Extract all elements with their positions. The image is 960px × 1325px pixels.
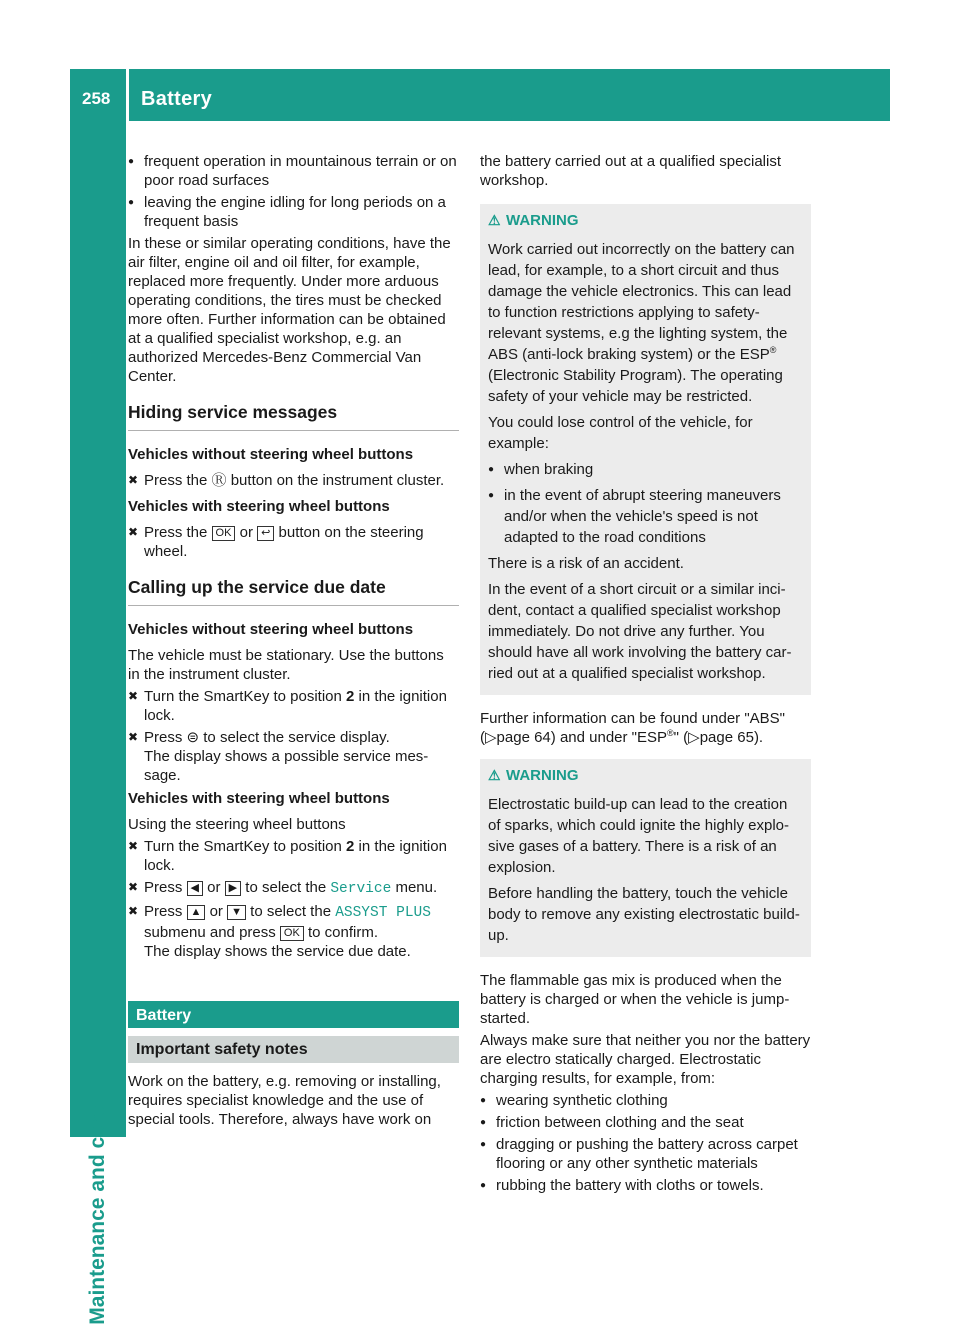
page-ref-link[interactable]: page 64	[496, 729, 551, 746]
list-item: ● frequent operation in mountainous terrain or on poor road surfaces	[128, 152, 459, 190]
paragraph: Electrostatic build-up can lead to the creation of sparks, which could ignite the highly explosive gases of a battery. There is a risk of an explosion.	[488, 796, 790, 876]
paragraph: Work on the battery, e.g. removing or installing, requires specialist knowledge and the use of special tools. Therefore, always have work on	[128, 1073, 441, 1128]
page-ref-arrow-icon: ▷	[485, 729, 497, 746]
section-heading-hiding: Hiding service messages	[128, 403, 459, 431]
side-tab-bar	[70, 121, 126, 1137]
warning-box	[480, 204, 811, 695]
left-column	[128, 152, 459, 1132]
step-item: ✖ Turn the SmartKey to position 2 in the ignition lock.	[128, 837, 459, 875]
paragraph: Further information can be found under "ABS" (▷page 64) and under "ESP®" (▷page 65).	[480, 710, 785, 746]
warning-title: ⚠ WARNING	[488, 767, 579, 784]
warning-title: ⚠ WARNING	[488, 212, 579, 229]
step-item: ✖ Turn the SmartKey to position 2 in the ignition lock.	[128, 687, 459, 725]
r-button-icon: Ⓡ	[211, 472, 227, 489]
warning-triangle-icon: ⚠	[488, 767, 501, 783]
back-key-icon: ↩	[257, 526, 274, 541]
paragraph: You could lose control of the vehicle, for example:	[488, 414, 753, 452]
subheading: Vehicles with steering wheel buttons	[128, 498, 390, 515]
ok-key-icon: OK	[212, 526, 236, 541]
paragraph: The flammable gas mix is produced when the battery is charged or when the vehicle is jump-started.	[480, 972, 790, 1027]
right-column	[480, 152, 811, 1198]
paragraph: The vehicle must be stationary. Use the buttons in the instrument cluster.	[128, 647, 444, 683]
subheading: Vehicles without steering wheel buttons	[128, 446, 414, 463]
paragraph: Before handling the battery, touch the vehicle body to remove any existing electrostatic build-up.	[488, 885, 800, 944]
warning-box	[480, 759, 811, 957]
right-key-icon: ▶	[225, 881, 241, 896]
header-divider	[126, 69, 129, 121]
paragraph: Always make sure that neither you nor the battery are electro statically charged. Electrostatic charging results, for example, from:	[480, 1032, 811, 1087]
list-item: ● in the event of abrupt steering maneuvers and/or when the vehicle's speed is not adapted to the road conditions	[488, 485, 803, 548]
paragraph: In the event of a short circuit or a similar incident, contact a qualified specialist workshop immediately. Do not drive any further. You should have all work involving the battery carried out at a qualified specialist workshop.	[488, 581, 792, 682]
page-ref-arrow-icon: ▷	[688, 729, 700, 746]
paragraph: the battery carried out at a qualified specialist workshop.	[480, 153, 782, 189]
menu-name: ASSYST PLUS	[335, 905, 431, 921]
side-tab-label	[70, 1105, 126, 1325]
list-item: ● dragging or pushing the battery across carpet flooring or any other synthetic materials	[480, 1135, 811, 1173]
warning-triangle-icon: ⚠	[488, 212, 501, 228]
subheading: Vehicles with steering wheel buttons	[128, 790, 390, 807]
step-item: ✖ Press ⊜ to select the service display. The display shows a possible service message.	[128, 728, 459, 785]
up-key-icon: ▲	[187, 905, 206, 920]
page-header	[70, 69, 890, 121]
page-ref-link[interactable]: page 65	[699, 729, 754, 746]
down-key-icon: ▼	[227, 905, 246, 920]
page-title: Battery	[141, 88, 213, 110]
paragraph: Using the steering wheel buttons	[128, 816, 346, 833]
step-item: ✖ Press the OK or ↩ button on the steering wheel.	[128, 523, 459, 561]
left-key-icon: ◀	[187, 881, 203, 896]
section-bar-battery: Battery	[128, 1001, 459, 1028]
paragraph: There is a risk of an accident.	[488, 555, 684, 572]
step-item: ✖ Press the Ⓡ button on the instrument cluster.	[128, 471, 459, 490]
display-button-icon: ⊜	[186, 729, 200, 746]
list-item: ● when braking	[488, 459, 803, 480]
subheading: Vehicles without steering wheel buttons	[128, 621, 414, 638]
list-item: ● leaving the engine idling for long periods on a frequent basis	[128, 193, 459, 231]
step-item: ✖ Press ▲ or ▼ to select the ASSYST PLUS submenu and press OK to confirm. The display shows the service due date.	[128, 902, 459, 961]
list-item: ● rubbing the battery with cloths or towels.	[480, 1176, 811, 1195]
subsection-bar-safety: Important safety notes	[128, 1036, 459, 1063]
list-item: ● wearing synthetic clothing	[480, 1091, 811, 1110]
list-item: ● friction between clothing and the seat	[480, 1113, 811, 1132]
ok-key-icon: OK	[280, 926, 304, 941]
side-tab-text: Maintenance and care	[86, 1105, 109, 1325]
page-number: 258	[82, 89, 111, 108]
menu-name: Service	[330, 881, 392, 897]
paragraph: In these or similar operating conditions, have the air filter, engine oil and oil filter, for example, replaced more frequently. Under more arduous operating conditions, the tires must be checked more often. Further information can be obtained at a qualified specialist workshop, e.g. an authorized Mercedes-Benz Commercial Van Center.	[128, 235, 451, 385]
section-heading-due-date: Calling up the service due date	[128, 578, 459, 606]
paragraph: Work carried out incorrectly on the battery can lead, for example, to a short circuit and thus damage the vehicle electronics. This can lead to function restrictions applying to safety-relevant systems, e.g the lighting system, the ABS (anti-lock braking system) or the ESP® (Electronic Stability Program). The operating safety of your vehicle may be restricted.	[488, 241, 795, 405]
step-item: ✖ Press ◀ or ▶ to select the Service menu.	[128, 878, 459, 899]
